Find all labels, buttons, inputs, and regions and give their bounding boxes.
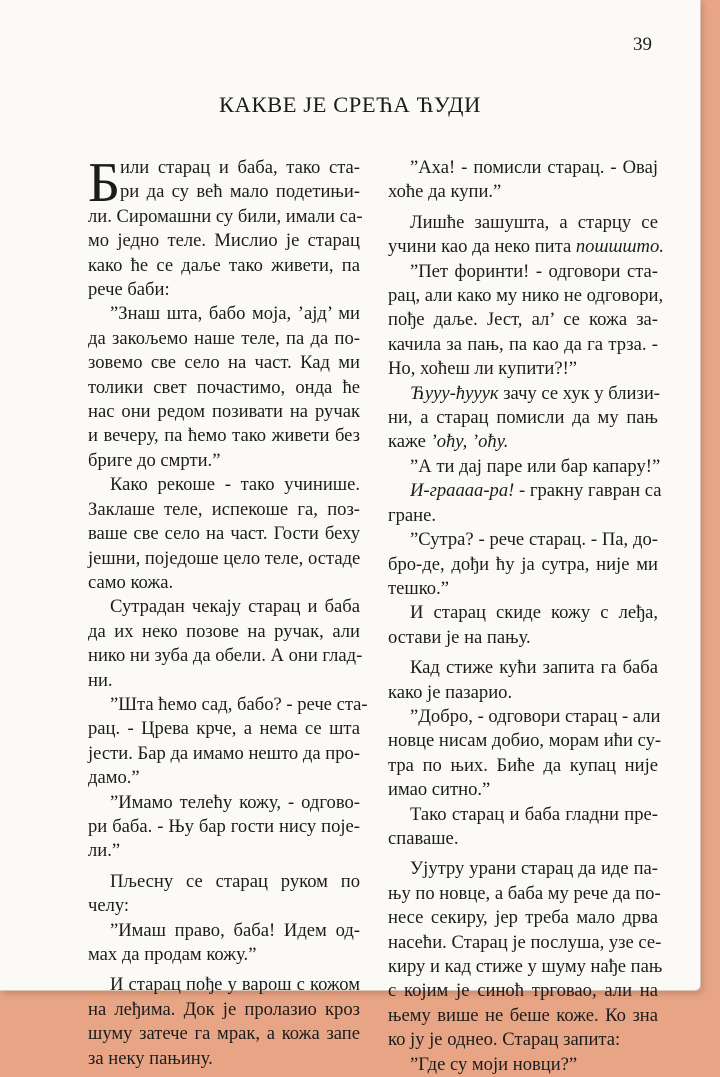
text-line: Но, хоћеш ли купити?!” bbox=[388, 358, 578, 380]
text-line: да их неко позове на ручак, али bbox=[88, 620, 360, 642]
text-line: Тако старац и баба гладни пре- bbox=[410, 803, 658, 825]
text-run: зачу се хук у близи- bbox=[498, 382, 660, 404]
text-line: за неку пањину. bbox=[88, 1047, 213, 1069]
text-line: како ће се даље тако живети, па bbox=[88, 254, 360, 276]
text-line: јешни, поједоше цело теле, остаде bbox=[88, 547, 361, 569]
text-line: ваше све село на част. Гости беху bbox=[88, 523, 360, 545]
text-line bbox=[388, 430, 658, 454]
text-line: Ујутру урани старац да иде па- bbox=[410, 858, 658, 880]
drop-cap: Б bbox=[88, 152, 121, 214]
text-line: на леђима. Док је пролазио кроз bbox=[88, 998, 360, 1020]
text-line: новце нисам добио, морам ићи су- bbox=[388, 730, 662, 752]
text-line: мах да продам кожу.” bbox=[88, 944, 257, 965]
text-line: ”Знаш шта, бабо моја, ’ајд’ ми bbox=[110, 303, 360, 325]
text-line: ко ју је однео. Старац запита: bbox=[388, 1029, 621, 1051]
text-line: Пљесну се старац руком по bbox=[110, 870, 360, 892]
text-line: ни, а старац помисли да му пањ bbox=[388, 407, 658, 429]
text-line: да закољемо наше теле, па да по- bbox=[88, 327, 360, 349]
text-line: Како рекоше - тако учинише. bbox=[110, 474, 360, 496]
text-line bbox=[388, 382, 658, 406]
text-line: ”Имамо телећу кожу, - одгово- bbox=[110, 791, 360, 813]
page-number: 39 bbox=[633, 34, 652, 55]
text-line: насећи. Старац је послуша, узе се- bbox=[388, 931, 662, 953]
text-line: нас они редом позивати на ручак bbox=[88, 401, 360, 423]
text-line: мо једно теле. Мислио је старац bbox=[88, 230, 360, 252]
text-line: рече баби: bbox=[88, 279, 170, 301]
text-line: и вечеру, па ћемо тако живети без bbox=[88, 425, 360, 447]
text-line: Сутрадан чекају старац и баба bbox=[110, 596, 360, 618]
text-line: ”Пет форинти! - одговори ста- bbox=[410, 260, 658, 282]
text-line: гране. bbox=[388, 504, 437, 526]
text-line: ри баба. - Њу бар гости нису поје- bbox=[88, 815, 360, 837]
text-line: зовемо све село на част. Кад ми bbox=[88, 352, 360, 374]
text-run: каже bbox=[388, 431, 431, 453]
text-line: само кожа. bbox=[88, 571, 174, 593]
text-line: дамо.” bbox=[88, 767, 140, 789]
text-line: с којим је синоћ трговао, али на bbox=[388, 980, 658, 1002]
text-line: ”Сутра? - рече старац. - Па, до- bbox=[410, 529, 658, 551]
text-line: ни. bbox=[88, 669, 113, 691]
text-line: ри да су већ мало подетињи- bbox=[120, 181, 360, 203]
text-line: ”Имаш право, баба! Идем од- bbox=[110, 919, 360, 941]
text-line: нико ни зуба да обели. А они глад- bbox=[88, 645, 363, 667]
text-line: ”А ти дај паре или бар капару!” bbox=[410, 455, 661, 477]
text-line: тра по њих. Биће да купац није bbox=[388, 754, 658, 776]
text-line: Кад стиже кући запита га баба bbox=[410, 657, 658, 679]
text-line: њу по новце, а баба му рече да по- bbox=[388, 882, 661, 904]
italic-word: ’оћу, ’оћу. bbox=[430, 431, 509, 453]
text-line: ли.” bbox=[88, 840, 121, 862]
text-line: шуму затече га мрак, а кожа запе bbox=[88, 1023, 360, 1045]
text-line: толики свет почастимо, онда ће bbox=[88, 376, 360, 398]
text-line: пође даље. Јест, ал’ се кожа за- bbox=[388, 309, 658, 331]
text-line: ли. Сиромашни су били, имали са- bbox=[88, 205, 363, 227]
italic-word: пошшшто. bbox=[575, 236, 664, 258]
text-line: Лишће зашушта, а старцу се bbox=[410, 211, 658, 233]
text-line: остави је на пању. bbox=[388, 626, 531, 648]
text-line: како је пазарио. bbox=[388, 681, 513, 703]
text-line: несе секиру, јер треба мало дрва bbox=[388, 907, 658, 929]
text-line bbox=[388, 235, 664, 259]
text-line bbox=[388, 479, 662, 503]
italic-word: И-граааа-ра! bbox=[410, 480, 515, 502]
text-run: - гракну гавран са bbox=[514, 480, 662, 502]
text-line: бриге до смрти.” bbox=[88, 449, 221, 471]
text-line: хоће да купи.” bbox=[388, 181, 502, 203]
text-line: И старац пође у варош с кожом bbox=[110, 974, 360, 996]
left-column bbox=[88, 152, 368, 1071]
text-line: тешко.” bbox=[388, 577, 449, 599]
text-line: ”Где су моји новци?” bbox=[410, 1053, 578, 1075]
text-line: киру и кад стиже у шуму нађе пањ bbox=[388, 956, 663, 977]
right-column bbox=[388, 156, 664, 1077]
text-line: јести. Бар да имамо нешто да про- bbox=[88, 742, 360, 764]
text-line: челу: bbox=[88, 895, 130, 917]
text-line: спаваше. bbox=[388, 827, 459, 849]
text-line: рац, али како му нико не одговори, bbox=[388, 285, 664, 307]
text-line: бро-де, дођи ћу ја сутра, није ми bbox=[388, 553, 658, 575]
italic-word: Ћууу-ћууук bbox=[410, 382, 499, 404]
text-line: ”Шта ћемо сад, бабо? - рече ста- bbox=[110, 693, 368, 715]
text-line: И старац скиде кожу с леђа, bbox=[410, 602, 658, 624]
text-line: њему више не беше коже. Ко зна bbox=[388, 1004, 658, 1026]
text-run: учини као да неко пита bbox=[388, 236, 576, 258]
text-line: ”Аха! - помисли старац. - Овај bbox=[410, 157, 658, 178]
text-line: или старац и баба, тако ста- bbox=[120, 157, 360, 178]
text-line: имао ситно.” bbox=[388, 779, 491, 801]
text-line: ”Добро, - одговори старац - али bbox=[410, 705, 661, 727]
text-line: качила за пањ, па као да га трза. - bbox=[388, 333, 658, 355]
text-line: Заклаше теле, испекоше га, поз- bbox=[88, 498, 360, 520]
text-line: рац. - Црева крче, а нема се шта bbox=[88, 718, 360, 740]
chapter-title: КАКВЕ ЈЕ СРЕЋА ЋУДИ bbox=[219, 92, 481, 117]
